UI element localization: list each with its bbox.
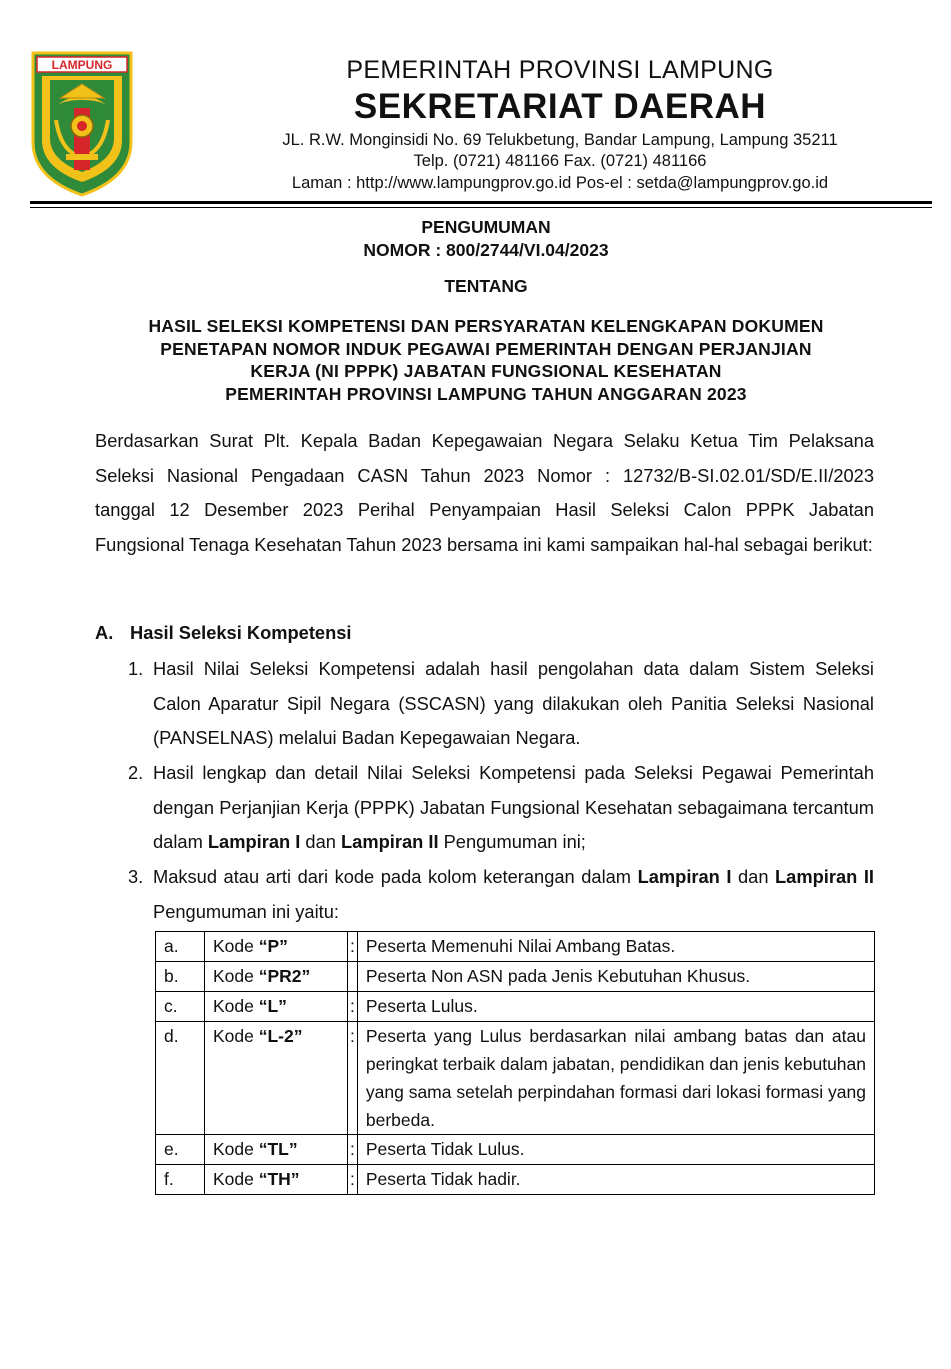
subject-line: PENETAPAN NOMOR INDUK PEGAWAI PEMERINTAH DENGAN PERJANJIAN	[160, 338, 812, 359]
code-cell: Kode “L-2”	[205, 1022, 348, 1135]
about-heading: TENTANG	[444, 276, 528, 296]
code-value: “TL”	[258, 1139, 298, 1159]
table-row	[156, 932, 875, 962]
section-letter: A.	[95, 622, 114, 643]
letterhead-phone: Telp. (0721) 481166 Fax. (0721) 481166	[413, 152, 707, 170]
intro-paragraph: Berdasarkan Surat Plt. Kepala Badan Kepegawaian Negara Selaku Ketua Tim Pelaksana Seleksi Nasional Pengadaan CASN Tahun 2023 Nomor : 12732/B-SI.02.01/SD/E.II/2023 tanggal 12 Desember 2023 Perihal Penyampaian Hasil Seleksi Calon PPPK Jabatan Fungsional Tenaga Kesehatan Tahun 2023 bersama ini kami sampaikan hal-hal sebagai berikut:	[95, 430, 874, 555]
list-item	[128, 652, 874, 756]
code-description: Peserta yang Lulus berdasarkan nilai ambang batas dan atau peringkat terbaik dalam jabatan, pendidikan dan jenis kebutuhan yang sama setelah perpindahan formasi dari lokasi formasi yang berbeda.	[357, 1022, 874, 1135]
item-bold-ref: Lampiran II	[775, 866, 874, 887]
code-description: Peserta Lulus.	[357, 992, 874, 1022]
code-cell: Kode “L”	[205, 992, 348, 1022]
item-text: dan	[300, 831, 341, 852]
subject-line: PEMERINTAH PROVINSI LAMPUNG TAHUN ANGGARAN 2023	[225, 383, 747, 404]
letterhead-divider-thick	[30, 201, 932, 204]
code-colon: :	[348, 1022, 358, 1135]
table-row	[156, 1165, 875, 1195]
code-value: “PR2”	[258, 966, 311, 986]
item-bold-ref: Lampiran II	[341, 831, 439, 852]
section-a-heading	[95, 622, 352, 644]
item-text: Hasil Nilai Seleksi Kompetensi adalah hasil pengolahan data dalam Sistem Seleksi Calon Aparatur Sipil Negara (SSCASN) yang dilakukan oleh Panitia Seleksi Nasional (PANSELNAS) melalui Badan Kepegawaian Negara.	[153, 658, 874, 748]
code-letter: b.	[156, 962, 205, 992]
code-letter: a.	[156, 932, 205, 962]
letterhead-divider-thin	[30, 207, 932, 208]
code-description: Peserta Tidak Lulus.	[357, 1135, 874, 1165]
section-title: Hasil Seleksi Kompetensi	[130, 622, 352, 643]
item-number: 3.	[128, 866, 144, 887]
code-letter: c.	[156, 992, 205, 1022]
announcement-subject	[60, 315, 912, 405]
item-text: Pengumuman ini;	[438, 831, 586, 852]
code-cell: Kode “P”	[205, 932, 348, 962]
subject-line: HASIL SELEKSI KOMPETENSI DAN PERSYARATAN KELENGKAPAN DOKUMEN	[148, 316, 824, 336]
item-text: Pengumuman ini yaitu:	[153, 900, 339, 922]
letterhead-province: PEMERINTAH PROVINSI LAMPUNG	[346, 56, 774, 84]
code-cell: Kode “TH”	[205, 1165, 348, 1195]
lampung-crest-logo	[30, 50, 134, 198]
code-description: Peserta Tidak hadir.	[357, 1165, 874, 1195]
code-colon: :	[348, 992, 358, 1022]
table-row	[156, 1135, 875, 1165]
item-bold-ref: Lampiran I	[637, 866, 732, 887]
code-colon: :	[348, 1165, 358, 1195]
code-description: Peserta Memenuhi Nilai Ambang Batas.	[357, 932, 874, 962]
list-item	[128, 860, 874, 929]
code-letter: f.	[156, 1165, 205, 1195]
item-number: 2.	[128, 762, 144, 783]
item-text: Maksud atau arti dari kode pada kolom keterangan dalam	[153, 866, 638, 887]
code-cell: Kode “TL”	[205, 1135, 348, 1165]
code-colon: :	[348, 1135, 358, 1165]
code-value: “P”	[258, 936, 288, 956]
code-colon	[348, 962, 358, 992]
item-bold-ref: Lampiran I	[207, 831, 301, 852]
code-description: Peserta Non ASN pada Jenis Kebutuhan Khusus.	[357, 962, 874, 992]
item-number: 1.	[128, 658, 144, 679]
letterhead-address: JL. R.W. Monginsidi No. 69 Telukbetung, Bandar Lampung, Lampung 35211	[282, 131, 838, 149]
code-value: “L”	[258, 996, 287, 1016]
subject-line: KERJA (NI PPPK) JABATAN FUNGSIONAL KESEHATAN	[250, 361, 722, 381]
item-text: dan	[731, 866, 776, 887]
code-letter: e.	[156, 1135, 205, 1165]
letterhead-web: Laman : http://www.lampungprov.go.id Pos-el : setda@lampungprov.go.id	[291, 174, 829, 192]
code-colon: :	[348, 932, 358, 962]
crest-label: LAMPUNG	[51, 58, 113, 72]
list-item	[128, 756, 874, 860]
code-value: “L-2”	[258, 1026, 303, 1046]
code-value: “TH”	[258, 1169, 300, 1189]
table-row	[156, 1022, 875, 1135]
letterhead-office: SEKRETARIAT DAERAH	[353, 87, 767, 126]
code-cell: Kode “PR2”	[205, 962, 348, 992]
announcement-heading: PENGUMUMAN	[421, 217, 551, 237]
table-row	[156, 962, 875, 992]
item-text: Hasil lengkap dan detail Nilai Seleksi Kompetensi pada Seleksi Pegawai Pemerintah dengan Perjanjian Kerja (PPPK) Jabatan Fungsional Kesehatan sebagaimana tercantum dalam	[153, 762, 874, 852]
codes-table	[155, 931, 875, 1195]
code-letter: d.	[156, 1022, 205, 1135]
announcement-number: NOMOR : 800/2744/VI.04/2023	[363, 240, 609, 260]
table-row	[156, 992, 875, 1022]
